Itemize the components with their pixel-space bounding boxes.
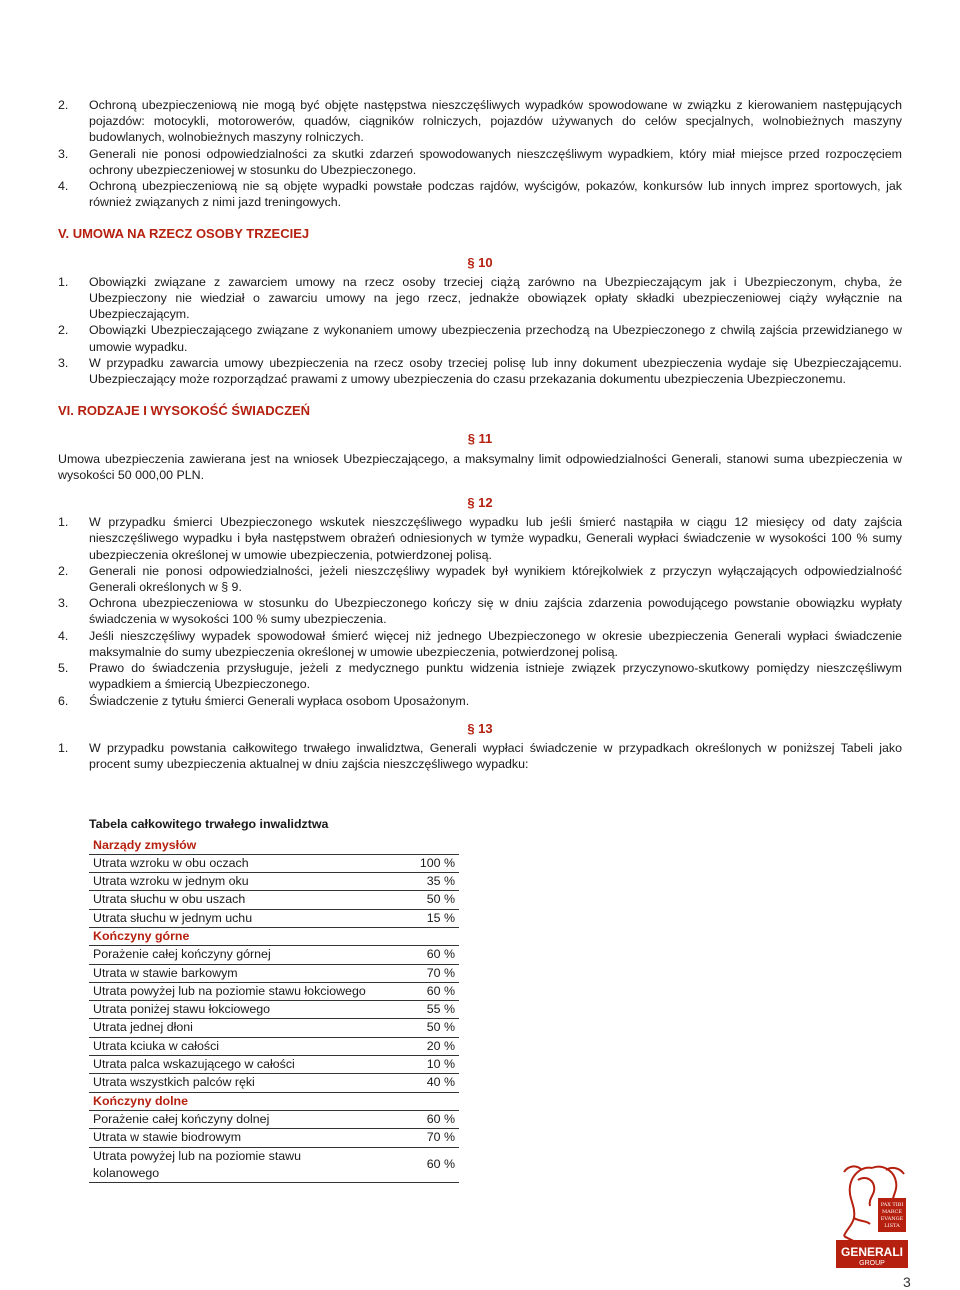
table-row-value: 20 % xyxy=(371,1037,459,1055)
section-10-item-number: 3. xyxy=(58,355,69,370)
generali-lion-logo xyxy=(832,1160,912,1270)
section-12-item xyxy=(58,595,902,627)
intro-item-number: 3. xyxy=(58,146,69,161)
intro-item-text: Generali nie ponosi odpowiedzialności za skutki zdarzeń spowodowanych nieszczęśliwym wypadkiem, który miał miejsce przed rozpoczęciem ochrony ubezpieczeniowej w stosunku do Ubezpieczonego. xyxy=(89,146,902,177)
section-10-item-number: 1. xyxy=(58,274,69,289)
table-row-label: Utrata w stawie barkowym xyxy=(89,964,371,982)
section-12-item-text: Świadczenie z tytułu śmierci Generali wypłaca osobom Uposażonym. xyxy=(89,693,470,708)
table-row-value: 10 % xyxy=(371,1056,459,1074)
table-row-value: 60 % xyxy=(371,1110,459,1128)
section-12-item-text: Ochrona ubezpieczeniowa w stosunku do Ubezpieczonego kończy się w dniu zajścia zdarzenia powodującego powstanie obowiązku wypłaty świadczenia w wysokości 100 % sumy ubezpieczenia. xyxy=(89,596,902,627)
table-row xyxy=(89,873,459,891)
section-10-item xyxy=(58,322,902,354)
table-row-value: 50 % xyxy=(371,1019,459,1037)
table-row-value: 35 % xyxy=(371,873,459,891)
table-row xyxy=(89,854,459,872)
section-12-item-text: W przypadku śmierci Ubezpieczonego wskutek nieszczęśliwego wypadku lub jeśli śmierć nastąpiła w ciągu 12 miesięcy od daty zajścia nieszczęśliwego wypadku i była następstwem obrażeń odniesionych w tymże wypadku, Generali wypłaci świadczenie w wysokości 100 % sumy ubezpieczenia określonej w umowie ubezpieczenia, potwierdzonej polisą. xyxy=(89,515,902,562)
section-10-heading: § 10 xyxy=(467,254,493,270)
table-row-value: 50 % xyxy=(371,891,459,909)
section-12-item xyxy=(58,693,902,709)
table-row-value: 60 % xyxy=(371,1147,459,1183)
section-10-item xyxy=(58,355,902,387)
table-row-label: Utrata poniżej stawu łokciowego xyxy=(89,1001,371,1019)
intro-item-number: 2. xyxy=(58,98,69,112)
chapter-5-title: V. UMOWA NA RZECZ OSOBY TRZECIEJ xyxy=(58,226,310,242)
table-row xyxy=(89,909,459,927)
logo-name: GENERALI xyxy=(840,1245,904,1259)
section-12-item xyxy=(58,660,902,692)
table-row xyxy=(89,891,459,909)
table-row-value: 55 % xyxy=(371,1001,459,1019)
table-row-label: Utrata w stawie biodrowym xyxy=(89,1129,371,1147)
table-row xyxy=(89,1074,459,1092)
svg-text:EVANGE: EVANGE xyxy=(880,1216,904,1222)
table-row-label: Porażenie całej kończyny górnej xyxy=(89,946,371,964)
section-13-item-number: 1. xyxy=(58,740,69,755)
table-row-value: 15 % xyxy=(371,909,459,927)
section-13-list xyxy=(58,740,902,772)
table-row-label: Utrata palca wskazującego w całości xyxy=(89,1056,371,1074)
section-10-item-number: 2. xyxy=(58,323,69,338)
section-12-item xyxy=(58,628,902,660)
table-row-label: Utrata kciuka w całości xyxy=(89,1037,371,1055)
section-12-item-number: 1. xyxy=(58,515,69,530)
table-row xyxy=(89,1147,459,1183)
intro-item xyxy=(58,178,902,210)
table-row-value xyxy=(371,928,459,946)
table-category-label: Narządy zmysłów xyxy=(89,837,371,855)
intro-item-number: 4. xyxy=(58,179,69,194)
svg-text:LISTA: LISTA xyxy=(884,1223,900,1229)
table-row-value: 60 % xyxy=(371,982,459,1000)
section-12-heading: § 12 xyxy=(467,495,493,511)
section-13-item-text: W przypadku powstania całkowitego trwałego inwalidztwa, Generali wypłaci świadczenie w przypadkach określonych w poniższej Tabeli jako procent sumy ubezpieczenia aktualnej w dniu zajścia nieszczęśliwego wypadku: xyxy=(89,740,902,772)
svg-text:MARCE: MARCE xyxy=(882,1209,902,1215)
table-category-row xyxy=(89,928,459,946)
page-number: 3 xyxy=(903,1274,911,1290)
table-row xyxy=(89,1110,459,1128)
document-content xyxy=(58,97,902,1183)
table-row xyxy=(89,1129,459,1147)
disability-table xyxy=(89,837,459,1184)
table-row-label: Utrata słuchu w obu uszach xyxy=(89,891,371,909)
section-10-item xyxy=(58,274,902,323)
table-row-label: Utrata wzroku w jednym oku xyxy=(89,873,371,891)
table-row-value xyxy=(371,1092,459,1110)
table-row-label: Utrata słuchu w jednym uchu xyxy=(89,909,371,927)
table-row-value xyxy=(371,837,459,855)
section-12-item-text: Jeśli nieszczęśliwy wypadek spowodował śmierć więcej niż jednego Ubezpieczonego w okresie ubezpieczenia Generali wypłaci świadczenie maksymalnie do sumy ubezpieczenia określonej w umowie ubezpieczenia, potwierdzonej polisą. xyxy=(89,628,902,659)
section-12-item-number: 2. xyxy=(58,563,69,578)
chapter-5-list xyxy=(58,274,902,387)
disability-table-title: Tabela całkowitego trwałego inwalidztwa xyxy=(89,817,329,832)
section-11-paragraph: Umowa ubezpieczenia zawierana jest na wniosek Ubezpieczającego, a maksymalny limit odpowiedzialności Generali, stanowi suma ubezpieczenia w wysokości 50 000,00 PLN. xyxy=(58,451,902,482)
section-10-item-text: Obowiązki Ubezpieczającego związane z wykonaniem umowy ubezpieczenia przechodzą na Ubezpieczonego z chwilą zajścia przewidzianego w umowie wypadku. xyxy=(89,323,902,354)
table-category-label: Kończyny dolne xyxy=(89,1092,371,1110)
table-row-label: Utrata wzroku w obu oczach xyxy=(89,854,371,872)
table-row-label: Utrata wszystkich palców ręki xyxy=(89,1074,371,1092)
table-row xyxy=(89,982,459,1000)
table-row xyxy=(89,1001,459,1019)
section-12-item-number: 5. xyxy=(58,661,69,676)
table-row-value: 100 % xyxy=(371,854,459,872)
table-row xyxy=(89,1056,459,1074)
intro-item xyxy=(58,146,902,178)
table-category-row xyxy=(89,837,459,855)
intro-item-text: Ochroną ubezpieczeniową nie mogą być objęte następstwa nieszczęśliwych wypadków spowodowane w związku z kierowaniem następujących pojazdów: motocykli, motorowerów, quadów, ciągników rolniczych, pojazdów używanych do celów specjalnych, wolnobieżnych maszyny budowlanych, wolnobieżnych maszyny rolniczych. xyxy=(89,98,902,145)
table-row xyxy=(89,964,459,982)
logo-group: GROUP xyxy=(859,1260,885,1267)
section-12-item-number: 4. xyxy=(58,628,69,643)
table-row-label: Utrata jednej dłoni xyxy=(89,1019,371,1037)
section-13-heading: § 13 xyxy=(467,720,493,736)
table-row xyxy=(89,1037,459,1055)
table-row-label: Utrata powyżej lub na poziomie stawu kolanowego xyxy=(89,1147,371,1183)
section-10-item-text: Obowiązki związane z zawarciem umowy na rzecz osoby trzeciej ciążą zarówno na Ubezpieczającym jak i Ubezpieczonym, chyba, że Ubezpieczony nie wiedział o zawarciu umowy na jego rzecz, jednakże obowiązek opłaty składki ubezpieczeniowej ciąży wyłącznie na Ubezpieczającym. xyxy=(89,274,902,322)
table-row-value: 60 % xyxy=(371,946,459,964)
section-12-item xyxy=(58,514,902,563)
section-12-list xyxy=(58,514,902,708)
svg-text:PAX TIBI: PAX TIBI xyxy=(880,1202,904,1208)
section-12-item-number: 3. xyxy=(58,596,69,611)
section-13-item xyxy=(58,740,902,772)
section-12-item-text: Prawo do świadczenia przysługuje, jeżeli z medycznego punktu widzenia istnieje związek przyczynowo-skutkowy pomiędzy nieszczęśliwym wypadkiem a śmiercią Ubezpieczonego. xyxy=(89,661,902,692)
chapter-6-title: VI. RODZAJE I WYSOKOŚĆ ŚWIADCZEŃ xyxy=(58,403,311,419)
table-category-label: Kończyny górne xyxy=(89,928,371,946)
table-row xyxy=(89,946,459,964)
intro-list xyxy=(58,97,902,210)
section-12-item-number: 6. xyxy=(58,693,69,708)
intro-item-text: Ochroną ubezpieczeniową nie są objęte wypadki powstałe podczas rajdów, wyścigów, pokazów, konkursów lub innych imprez sportowych, jak również związanych z nimi jazd treningowych. xyxy=(89,179,902,210)
table-category-row xyxy=(89,1092,459,1110)
table-row xyxy=(89,1019,459,1037)
table-row-value: 40 % xyxy=(371,1074,459,1092)
table-row-value: 70 % xyxy=(371,1129,459,1147)
table-row-label: Utrata powyżej lub na poziomie stawu łokciowego xyxy=(89,982,371,1000)
section-10-item-text: W przypadku zawarcia umowy ubezpieczenia na rzecz osoby trzeciej polisę lub inny dokument ubezpieczenia wydaje się Ubezpieczającemu. Ubezpieczający może rozporządzać prawami z umowy ubezpieczenia do czasu przekazania dokumentu ubezpieczenia Ubezpieczonemu. xyxy=(89,355,902,387)
section-12-item-text: Generali nie ponosi odpowiedzialności, jeżeli nieszczęśliwy wypadek był wynikiem którejkolwiek z przyczyn wyłączających odpowiedzialność Generali określonych w § 9. xyxy=(89,563,902,595)
table-row-value: 70 % xyxy=(371,964,459,982)
table-row-label: Porażenie całej kończyny dolnej xyxy=(89,1110,371,1128)
disability-table-block xyxy=(89,816,902,1183)
section-11-heading: § 11 xyxy=(467,431,493,447)
intro-item xyxy=(58,97,902,146)
section-12-item xyxy=(58,563,902,595)
